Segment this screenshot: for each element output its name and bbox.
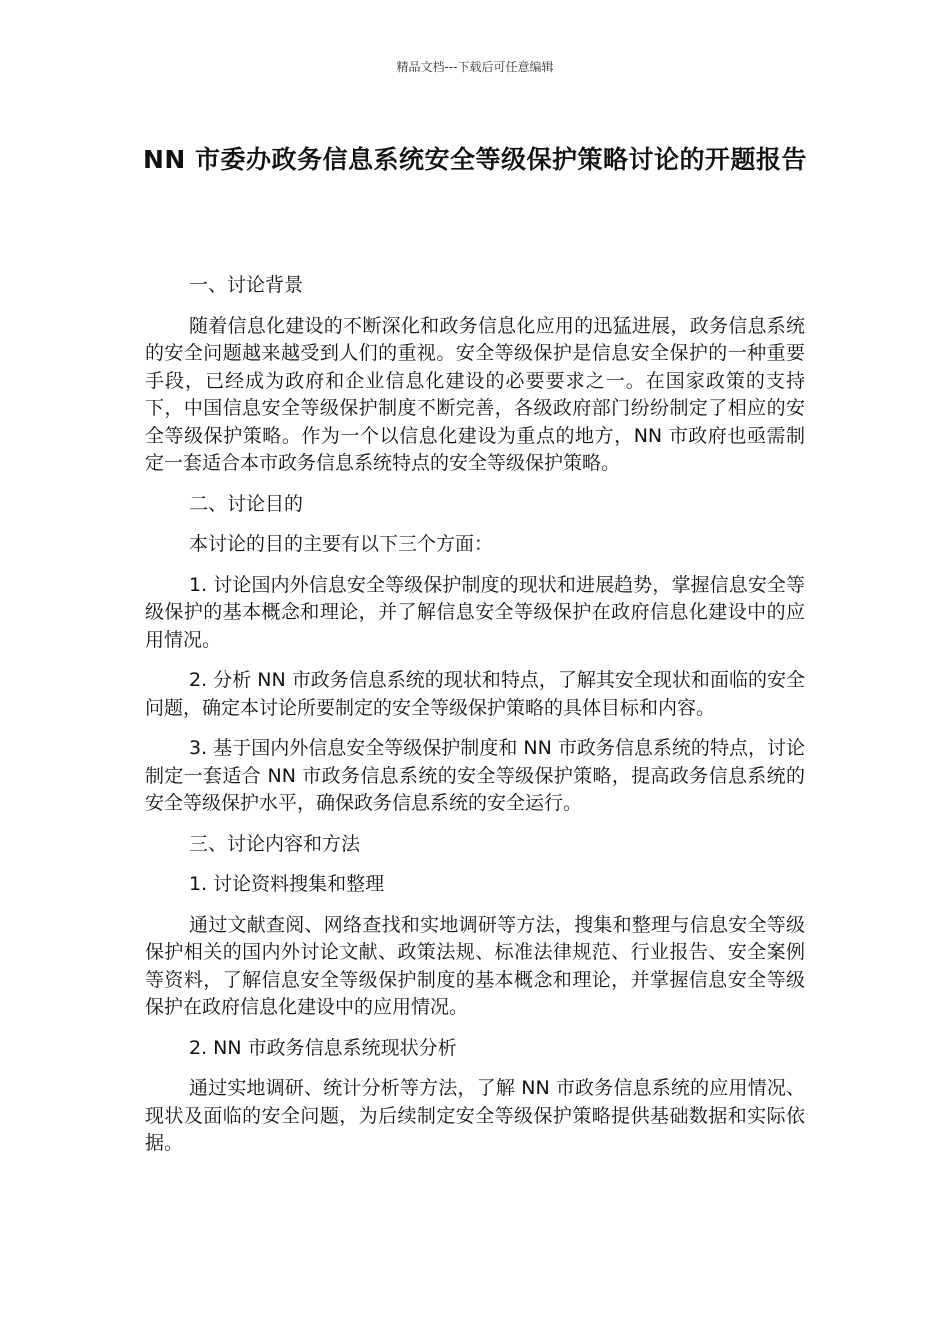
list-item-purpose-1: 1. 讨论国内外信息安全等级保护制度的现状和进展趋势，掌握信息安全等级保护的基本概念和理论，并了解信息安全等级保护在政府信息化建设中的应用情况。 bbox=[145, 573, 805, 651]
subheading-status-analysis: 2. NN 市政务信息系统现状分析 bbox=[189, 1036, 457, 1059]
paragraph-material-collection: 通过文献查阅、网络查找和实地调研等方法，搜集和整理与信息安全等级保护相关的国内外讨论文献、政策法规、标准法律规范、行业报告、安全案例等资料，了解信息安全等级保护制度的基本概念和理论，并掌握信息安全等级保护在政府信息化建设中的应用情况。 bbox=[145, 913, 805, 1018]
paragraph-purpose-intro: 本讨论的目的主要有以下三个方面： bbox=[189, 533, 494, 555]
section-heading-content-method: 三、讨论内容和方法 bbox=[189, 832, 361, 855]
document-body bbox=[145, 272, 805, 1171]
document-title: NN 市委办政务信息系统安全等级保护策略讨论的开题报告 bbox=[142, 145, 808, 174]
section-heading-background: 一、讨论背景 bbox=[189, 274, 304, 296]
section-heading-purpose: 二、讨论目的 bbox=[189, 492, 304, 515]
paragraph-status-analysis: 通过实地调研、统计分析等方法，了解 NN 市政务信息系统的应用情况、现状及面临的安全问题，为后续制定安全等级保护策略提供基础数据和实际依据。 bbox=[145, 1077, 805, 1154]
subheading-material-collection: 1. 讨论资料搜集和整理 bbox=[189, 873, 385, 895]
list-item-purpose-3: 3. 基于国内外信息安全等级保护制度和 NN 市政务信息系统的特点，讨论制定一套适合 NN 市政务信息系统的安全等级保护策略，提高政务信息系统的安全等级保护水平，确保政务信息系统的安全运行。 bbox=[145, 737, 805, 814]
list-item-purpose-2: 2. 分析 NN 市政务信息系统的现状和特点，了解其安全现状和面临的安全问题，确定本讨论所要制定的安全等级保护策略的具体目标和内容。 bbox=[145, 669, 805, 719]
header-note: 精品文档---下载后可任意编辑 bbox=[396, 60, 554, 74]
paragraph-background: 随着信息化建设的不断深化和政务信息化应用的迅猛进展，政务信息系统的安全问题越来越受到人们的重视。安全等级保护是信息安全保护的一种重要手段，已经成为政府和企业信息化建设的必要要求之一。在国家政策的支持下，中国信息安全等级保护制度不断完善，各级政府部门纷纷制定了相应的安全等级保护策略。作为一个以信息化建设为重点的地方，NN 市政府也亟需制定一套适合本市政务信息系统特点的安全等级保护策略。 bbox=[145, 314, 805, 474]
